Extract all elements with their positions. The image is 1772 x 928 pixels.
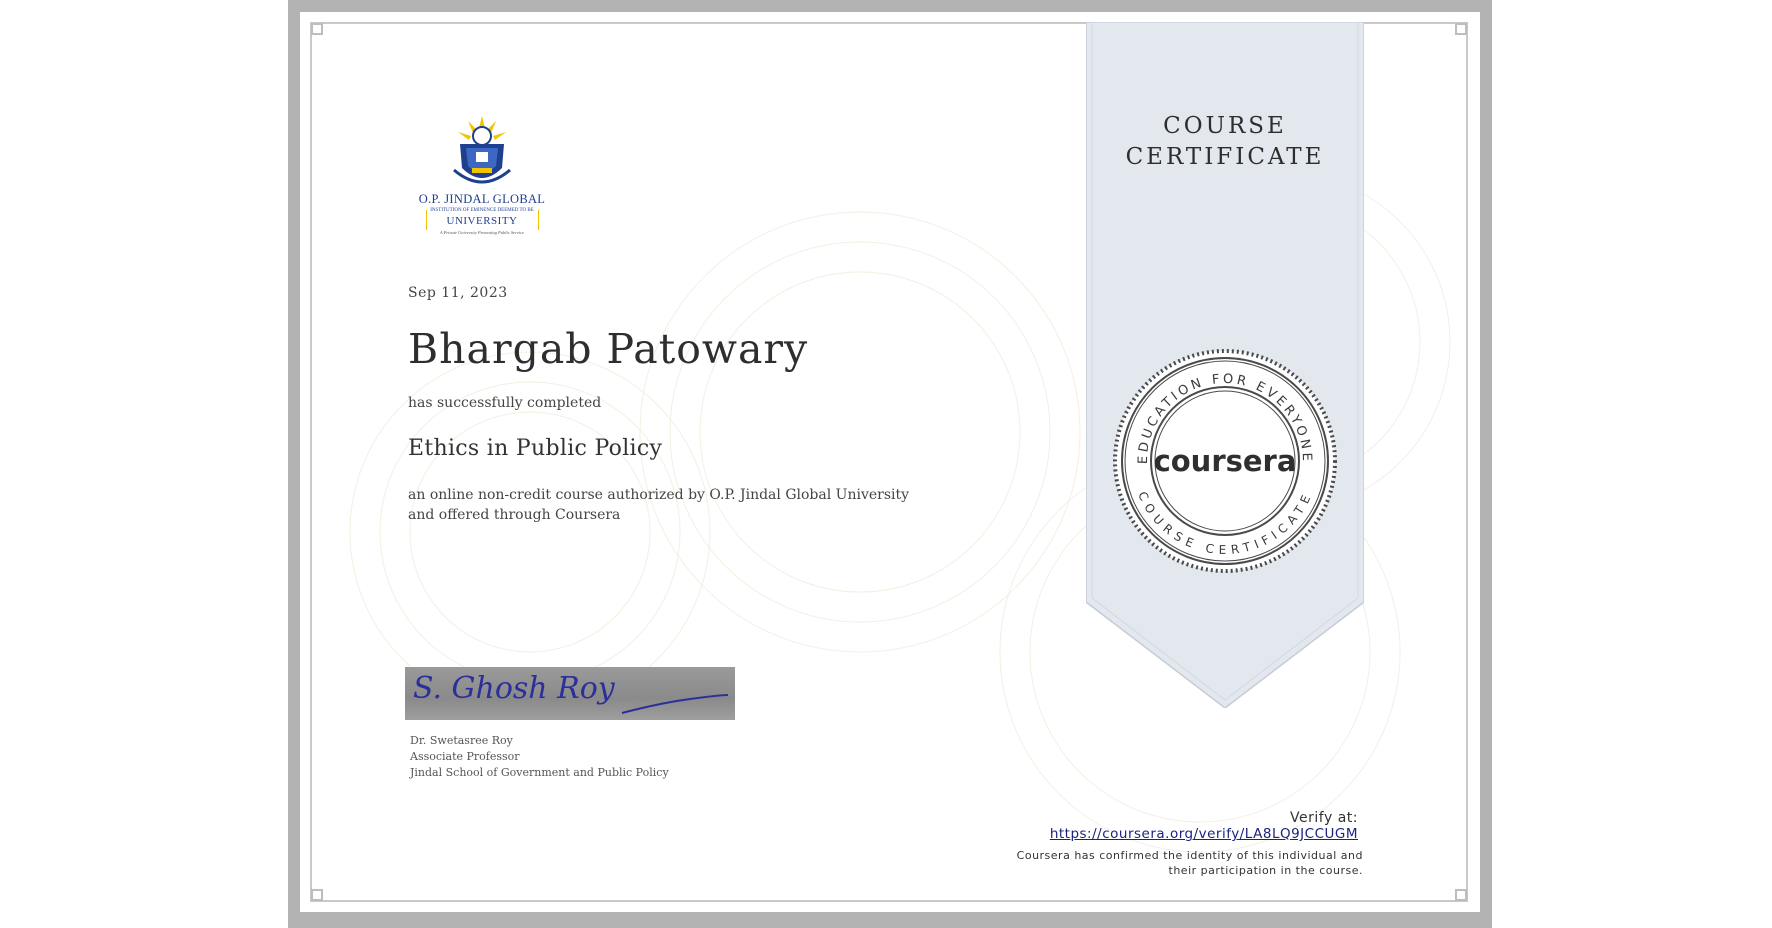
corner-ornament	[311, 23, 323, 35]
logo-divider	[538, 210, 539, 230]
university-logo	[408, 102, 556, 244]
confirmation-line1: Coursera has confirmed the identity of this individual and	[1016, 849, 1363, 862]
coursera-logo-text: coursera	[1153, 444, 1297, 478]
completed-text: has successfully completed	[408, 395, 602, 411]
recipient-name: Bhargab Patowary	[408, 325, 809, 373]
certificate-date: Sep 11, 2023	[408, 285, 508, 301]
logo-divider	[426, 210, 427, 230]
signer-name: Dr. Swetasree Roy	[410, 734, 513, 747]
logo-line4: A Private University Promoting Public Service	[439, 230, 525, 235]
logo-line1: O.P. JINDAL GLOBAL	[418, 192, 546, 206]
corner-ornament	[1455, 889, 1467, 901]
course-description: an online non-credit course authorized by O.P. Jindal Global University and offered through Coursera	[408, 487, 910, 523]
ribbon-title	[1086, 111, 1364, 173]
logo-line2: INSTITUTION OF EMINENCE DEEMED TO BE	[430, 208, 534, 213]
signature-flourish	[620, 689, 730, 717]
logo-line3: UNIVERSITY	[446, 215, 518, 227]
confirmation-line2: their participation in the course.	[1168, 864, 1363, 877]
seal-top-text: EDUCATION FOR EVERYONE	[1135, 371, 1315, 465]
corner-ornament	[311, 889, 323, 901]
corner-ornament	[1455, 23, 1467, 35]
verify-link[interactable]: https://coursera.org/verify/LA8LQ9JCCUGM	[1049, 826, 1358, 842]
university-crest-icon	[452, 116, 512, 190]
signer-school: Jindal School of Government and Public Policy	[410, 766, 669, 779]
verify-label: Verify at:	[1290, 810, 1358, 826]
coursera-seal	[1112, 348, 1338, 574]
signature-image	[405, 667, 735, 720]
ribbon-title-line1: COURSE	[1163, 113, 1287, 139]
seal-bottom-text: COURSE CERTIFICATE	[1135, 489, 1315, 558]
signature-script: S. Ghosh Roy	[413, 671, 615, 706]
signer-role: Associate Professor	[410, 750, 520, 763]
course-title: Ethics in Public Policy	[408, 436, 663, 461]
identity-confirmation	[1003, 848, 1363, 878]
ribbon-title-line2: CERTIFICATE	[1125, 144, 1325, 170]
